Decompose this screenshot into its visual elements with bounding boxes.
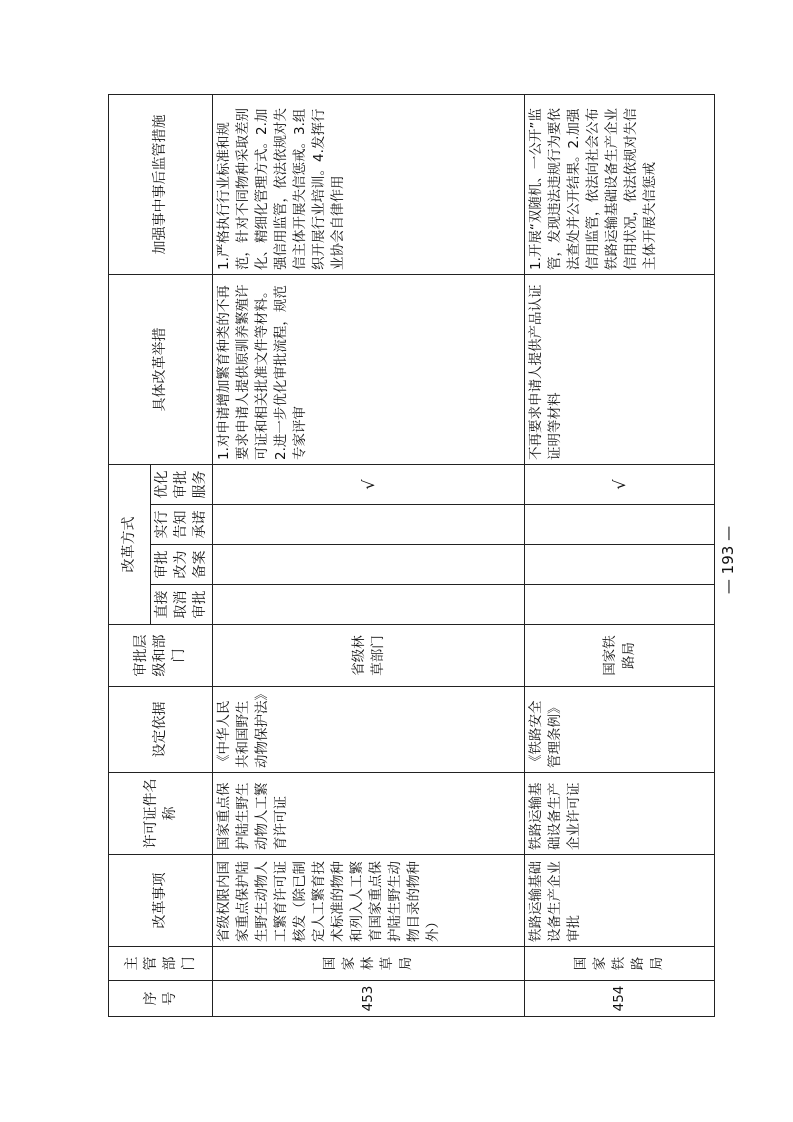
table-row	[525, 95, 715, 1017]
header-mode-cancel: 直接取消审批	[151, 585, 213, 625]
row-level: 国家铁路局	[525, 625, 715, 687]
header-seq: 序号	[109, 981, 213, 1017]
header-license: 许可证件名称	[109, 773, 213, 855]
header-mode-optimize: 优化审批服务	[151, 465, 213, 505]
row-mark-optimize: √	[213, 465, 525, 505]
header-row-1	[109, 95, 151, 1017]
table-row	[213, 95, 525, 1017]
page-number: — 193 —	[719, 525, 737, 595]
row-seq: 453	[213, 981, 525, 1017]
row-measures: 不再要求申请人提供产品认证证明等材料	[525, 275, 715, 465]
row-seq: 454	[525, 981, 715, 1017]
row-dept: 国家铁路局	[525, 947, 715, 981]
row-mark-record	[525, 545, 715, 585]
header-mode-record: 审批改为备案	[151, 545, 213, 585]
document-frame	[108, 95, 708, 1017]
row-basis: 《铁路安全管理条例》	[525, 687, 715, 773]
row-level: 省级林草部门	[213, 625, 525, 687]
header-level: 审批层级和部门	[109, 625, 213, 687]
header-item: 改革事项	[109, 855, 213, 947]
header-dept: 主管部门	[109, 947, 213, 981]
row-item: 省级权限内国家重点保护陆生野生动物人工繁育许可证核发（除已制定人工繁育技术标准的物种和列入人工繁育国家重点保护陆生野生动物目录的物种外）	[213, 855, 525, 947]
header-basis: 设定依据	[109, 687, 213, 773]
row-mark-optimize: √	[525, 465, 715, 505]
header-mode-promise: 实行告知承诺	[151, 505, 213, 545]
page-number-wrapper	[703, 500, 753, 620]
reform-table	[108, 94, 715, 1017]
rotated-table-wrapper	[108, 95, 708, 1017]
row-license: 铁路运输基础设备生产企业许可证	[525, 773, 715, 855]
row-measures: 1.对申请增加繁育种类的不再要求申请人提供原驯养繁殖许可证和相关批准文件等材料。2.进一步优化审批流程，规范专家评审	[213, 275, 525, 465]
row-basis: 《中华人民共和国野生动物保护法》	[213, 687, 525, 773]
header-mode: 改革方式	[109, 465, 151, 625]
row-dept: 国家林草局	[213, 947, 525, 981]
row-item: 铁路运输基础设备生产企业审批	[525, 855, 715, 947]
row-supervision: 1.严格执行行业标准和规范，针对不同物种采取差别化、精细化管理方式。2.加强信用监管，依法依规对失信主体开展失信惩戒。3.组织开展行业培训。4.发挥行业协会自律作用	[213, 95, 525, 275]
row-license: 国家重点保护陆生野生动物人工繁育许可证	[213, 773, 525, 855]
row-supervision: 1.开展“双随机、一公开”监管，发现违法违规行为要依法查处并公开结果。2.加强信用监管，依法向社会公布铁路运输基础设备生产企业信用状况，依法依规对失信主体开展失信惩戒	[525, 95, 715, 275]
row-mark-cancel	[213, 585, 525, 625]
header-supervision: 加强事中事后监管措施	[109, 95, 213, 275]
row-mark-cancel	[525, 585, 715, 625]
row-mark-record	[213, 545, 525, 585]
header-measures: 具体改革举措	[109, 275, 213, 465]
row-mark-promise	[213, 505, 525, 545]
row-mark-promise	[525, 505, 715, 545]
